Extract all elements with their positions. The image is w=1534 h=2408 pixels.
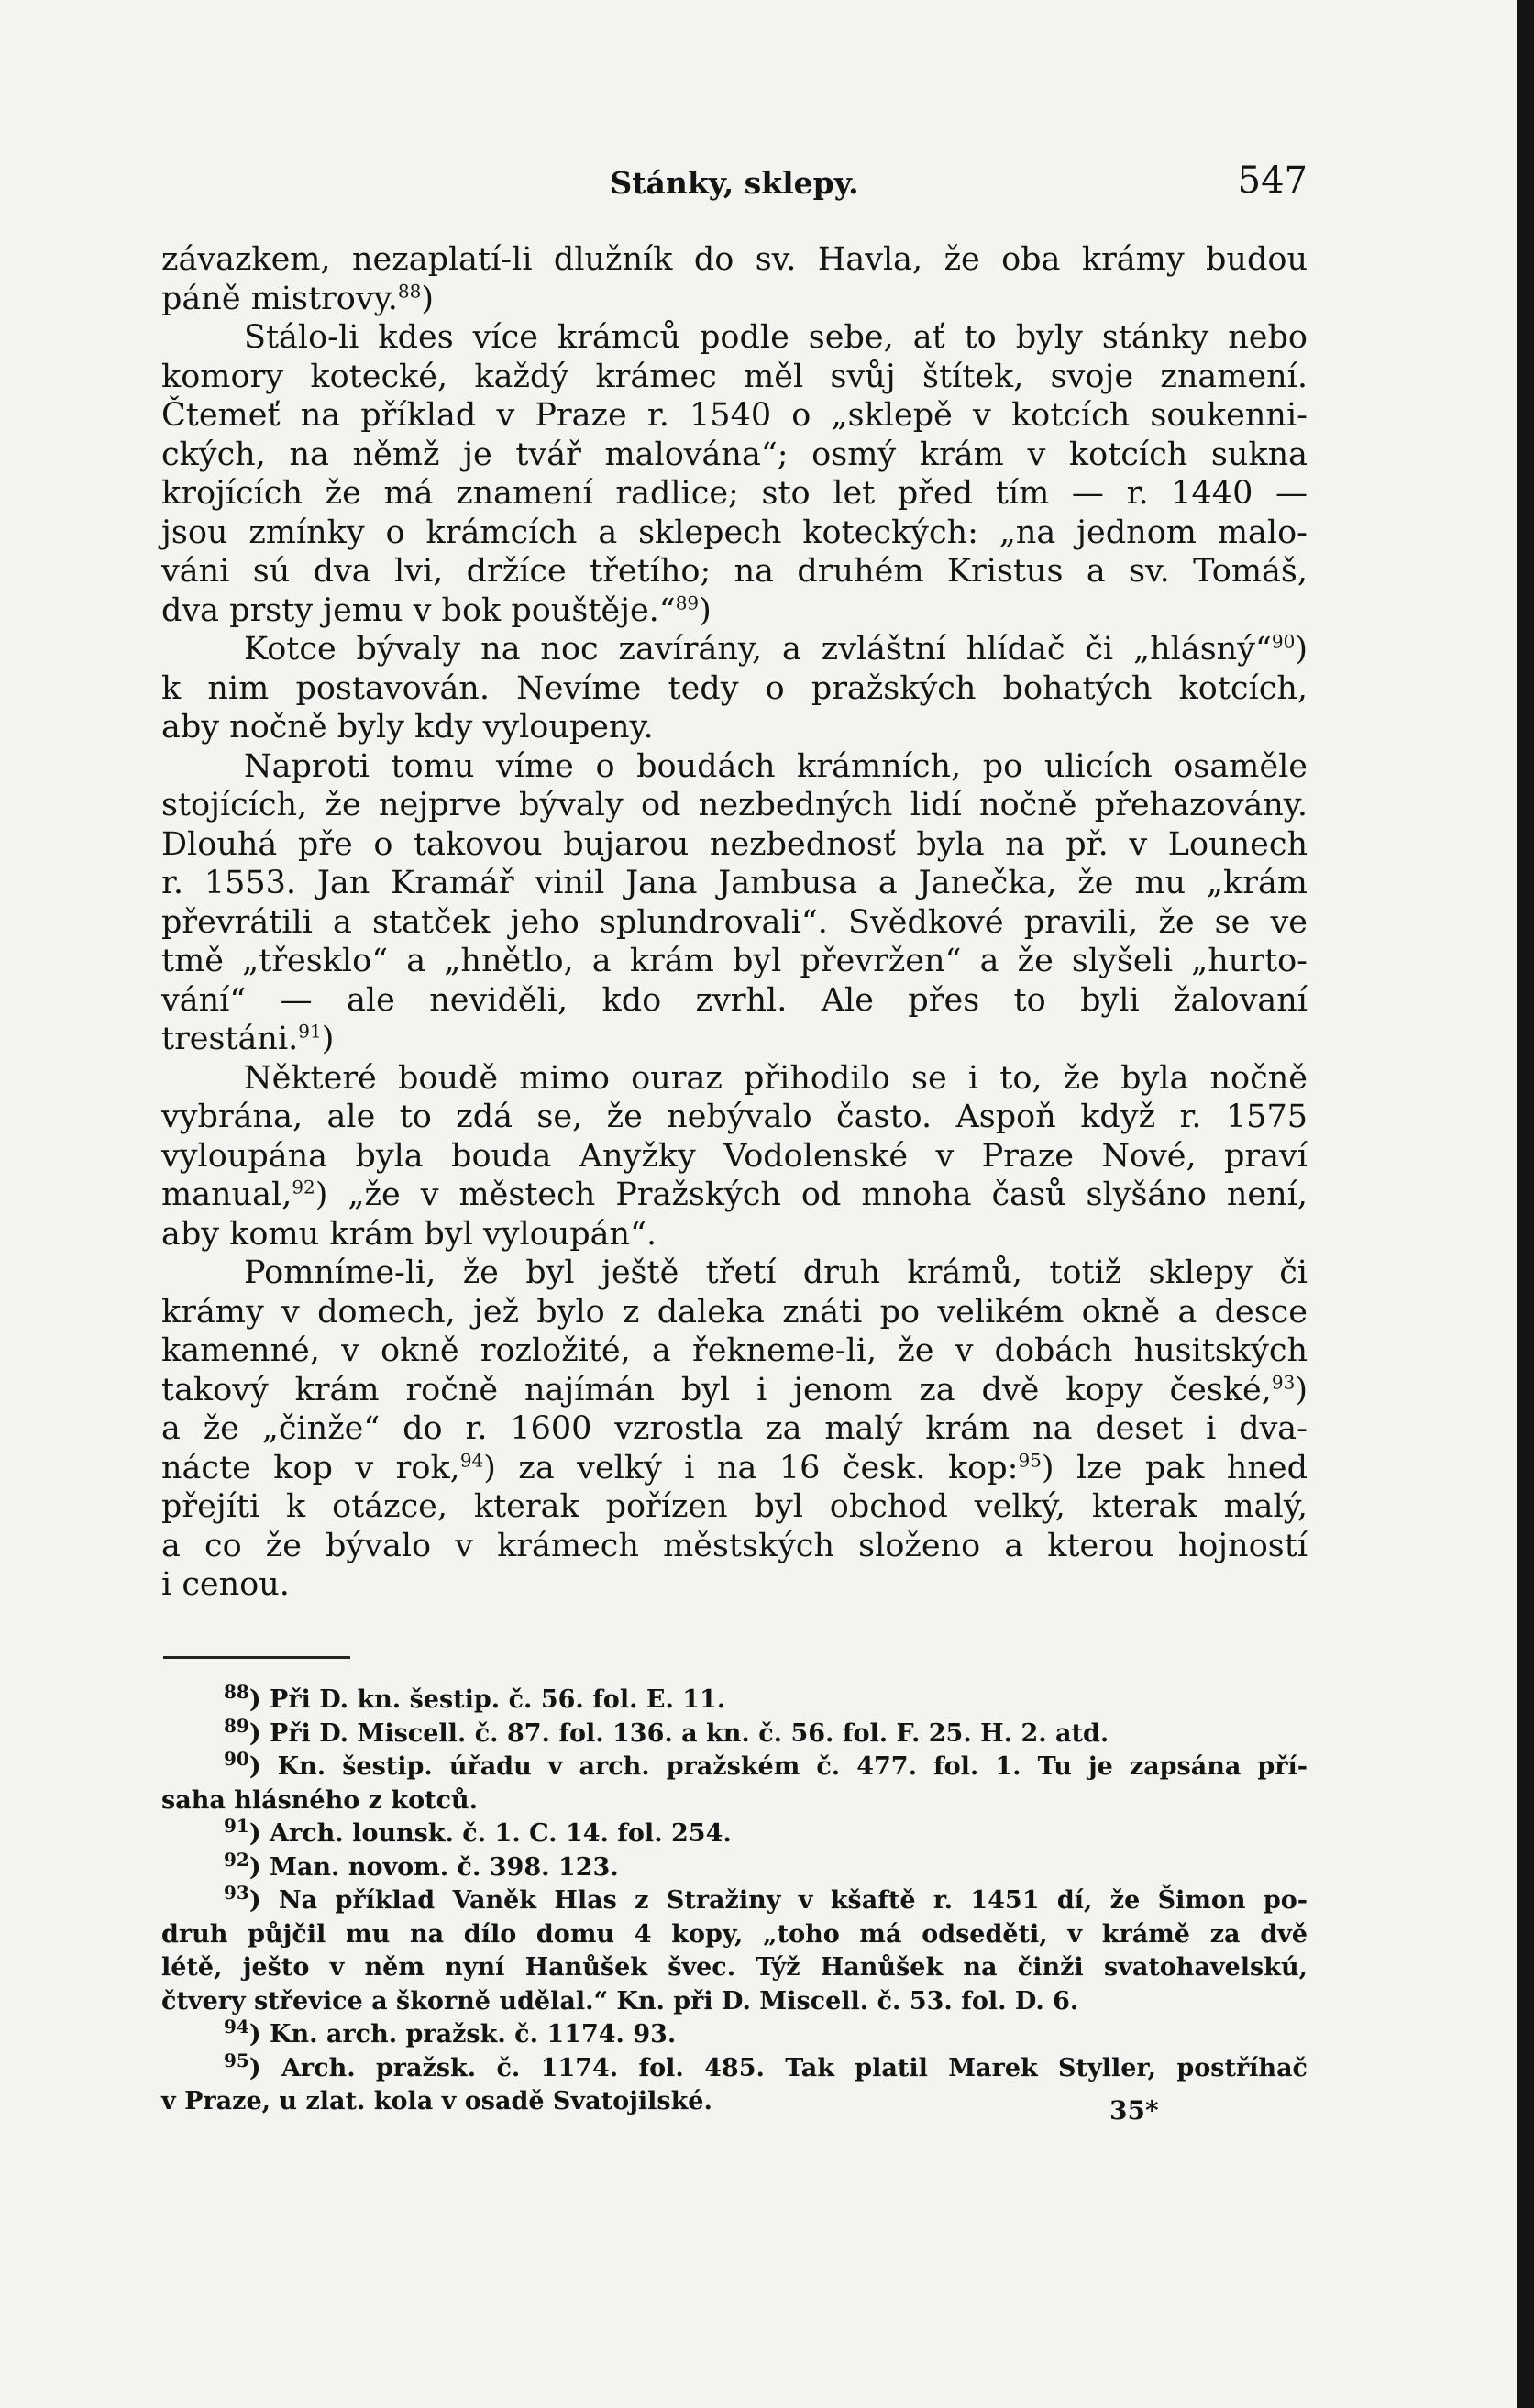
footnote-number: 89 [224, 1714, 249, 1737]
text-line [161, 1254, 1308, 1293]
line-text: ) za velký i na 16 česk. kop: [483, 1449, 1019, 1486]
line-text: váni sú dva lvi, držíce třetího; na druhém Kristus a sv. Tomáš, [161, 553, 1308, 590]
line-text: jsou zmínky o krámcích a sklepech koteckých: „na jednom malo- [161, 514, 1308, 551]
text-line [161, 591, 1308, 631]
running-title: Stánky, sklepy. [610, 165, 859, 201]
footnote-ref: 94 [459, 1448, 484, 1471]
footnote-text: ) Kn. arch. pražsk. č. 1174. 93. [248, 2020, 677, 2049]
line-text: komory kotecké, každý krámec měl svůj štítek, svoje znamení. [161, 358, 1308, 395]
text-line [161, 864, 1308, 903]
text-line [161, 318, 1308, 358]
footnote-line [161, 1985, 1308, 2019]
text-line [161, 280, 1308, 319]
line-text: páně mistrovy. [161, 280, 398, 317]
line-text: Čtemeť na příklad v Praze r. 1540 o „sklepě v kotcích soukenni- [161, 397, 1308, 434]
footnote-line [161, 1748, 1308, 1784]
line-text: takový krám ročně najímán byl i jenom za dvě kopy české, [161, 1371, 1272, 1408]
line-text: r. 1553. Jan Kramář vinil Jana Jambusa a Janečka, že mu „krám [161, 865, 1308, 901]
line-text: převrátili a statček jeho splundrovali“. Svědkové pravili, že se ve [161, 903, 1308, 941]
signature-mark: 35* [1109, 2095, 1159, 2126]
text-line [161, 552, 1308, 591]
line-text: vání“ — ale neviděli, kdo zvrhl. Ale přes to byli žalovaní [161, 981, 1308, 1019]
footnote-line [161, 1681, 1308, 1718]
line-text: vyloupána byla bouda Anyžky Vodolenské v Praze Nové, praví [161, 1137, 1308, 1175]
line-text: závazkem, nezaplatí-li dlužník do sv. Havla, že oba krámy budou [161, 241, 1308, 278]
footnote-line [161, 1714, 1308, 1751]
line-text: k nim postavován. Nevíme tedy o pražských bohatých kotcích, [161, 669, 1308, 707]
text-line [161, 1020, 1308, 1059]
text-line [161, 747, 1308, 787]
footnote-text: ) Arch. pražsk. č. 1174. fol. 485. Tak platil Marek Styller, postříhač [248, 2053, 1308, 2082]
page-number: 547 [1237, 160, 1308, 202]
footnote-number: 94 [224, 2016, 249, 2038]
line-text: Stálo-li kdes více krámců podle sebe, ať to byly stánky nebo [244, 319, 1308, 356]
line-text: nácte kop v rok, [161, 1449, 460, 1486]
line-text: tmě „třesklo“ a „hnětlo, a krám byl převržen“ a že slyšeli „hurto- [161, 943, 1308, 979]
line-text: ) lze pak hned [1041, 1449, 1308, 1486]
footnote-ref: 95 [1018, 1448, 1042, 1471]
footnote-number: 91 [224, 1815, 249, 1837]
line-text: manual, [161, 1176, 292, 1213]
text-line [161, 1409, 1308, 1449]
line-text: ) [321, 1021, 335, 1057]
footnote-text: létě, ješto v něm nyní Hanůšek švec. Týž Hanůšek na činži svatohavelskú, [161, 1953, 1308, 1982]
footnote-rule [163, 1656, 350, 1659]
footnote-line [161, 1784, 1308, 1818]
text-line [161, 1215, 1308, 1254]
text-line [161, 1293, 1308, 1332]
footnote-line [161, 1884, 1308, 1918]
line-text: krojících že má znamení radlice; sto let před tím — r. 1440 — [161, 475, 1308, 512]
footnote-ref: 88 [397, 279, 422, 302]
footnote-ref: 89 [675, 591, 700, 613]
footnote-text: ) Při D. kn. šestip. č. 56. fol. E. 11. [248, 1685, 726, 1714]
text-line [161, 1527, 1308, 1566]
footnote-line [161, 1848, 1308, 1885]
line-text: vybrána, ale to zdá se, že nebývalo často. Aspoň když r. 1575 [161, 1099, 1308, 1135]
line-text: aby komu krám byl vyloupán“. [161, 1215, 657, 1253]
text-line [161, 786, 1308, 825]
footnote-line [161, 1951, 1308, 1985]
text-line [161, 903, 1308, 943]
text-line [161, 669, 1308, 709]
footnote-text: čtvery střevice a škorně udělal.“ Kn. při D. Miscell. č. 53. fol. D. 6. [161, 1986, 1079, 2016]
footnote-text: ) Man. novom. č. 398. 123. [248, 1852, 619, 1882]
text-line [161, 240, 1308, 280]
line-text: krámy v domech, jež bylo z daleka znáti po velikém okně a desce [161, 1293, 1308, 1331]
footnote-number: 95 [224, 2049, 249, 2071]
footnote-number: 88 [224, 1681, 249, 1703]
text-line [161, 1371, 1308, 1410]
text-line [161, 514, 1308, 553]
footnote-line [161, 2049, 1308, 2086]
line-text: Naproti tomu víme o boudách krámních, po ulicích osaměle [244, 747, 1308, 785]
line-text: aby nočně byly kdy vyloupeny. [161, 709, 654, 746]
text-line [161, 1331, 1308, 1371]
running-header [161, 160, 1308, 205]
text-line [161, 825, 1308, 865]
line-text: trestáni. [161, 1021, 299, 1057]
line-text: a že „činže“ do r. 1600 vzrostla za malý krám na deset i dva- [161, 1410, 1308, 1447]
footnotes [161, 1681, 1308, 2119]
line-text: ) [1295, 631, 1308, 668]
line-text: stojících, že nejprve bývaly od nezbedných lidí nočně přehazovány. [161, 787, 1308, 823]
text-line [161, 396, 1308, 436]
text-line [161, 981, 1308, 1021]
footnote-ref: 93 [1271, 1370, 1296, 1393]
text-line [161, 1176, 1308, 1215]
line-text: Některé boudě mimo ouraz přihodilo se i to, že byla nočně [244, 1059, 1308, 1097]
line-text: kamenné, v okně rozložité, a řekneme-li, že v dobách husitských [161, 1332, 1308, 1369]
line-text: Dlouhá pře o takovou bujarou nezbednosť byla na př. v Lounech [161, 825, 1308, 863]
text-line [161, 1137, 1308, 1176]
line-text: Kotce bývaly na noc zavírány, a zvláštní hlídač či „hlásný“ [244, 631, 1272, 668]
main-text [161, 240, 1308, 1605]
footnote-text: ) Na příklad Vaněk Hlas z Stražiny v kšaftě r. 1451 dí, že Šimon po- [248, 1886, 1308, 1915]
footnote-line [161, 2018, 1308, 2052]
footnote-number: 93 [224, 1882, 249, 1904]
line-text: i cenou. [161, 1566, 290, 1603]
text-line [161, 436, 1308, 475]
text-line [161, 1449, 1308, 1488]
text-line [161, 358, 1308, 397]
footnote-text: ) Kn. šestip. úřadu v arch. pražském č. 477. fol. 1. Tu je zapsána pří- [248, 1752, 1308, 1781]
line-text: ) „že v městech Pražských od mnoha časů slyšáno není, [315, 1176, 1308, 1213]
line-text: ) [699, 591, 712, 629]
footnote-number: 90 [224, 1748, 249, 1770]
footnote-text: v Praze, u zlat. kola v osadě Svatojilské. [161, 2087, 712, 2115]
footnote-ref: 92 [292, 1176, 315, 1198]
footnote-text: ) Při D. Miscell. č. 87. fol. 136. a kn. č. 56. fol. F. 25. H. 2. atd. [248, 1718, 1109, 1748]
line-text: ) [421, 280, 434, 317]
footnote-number: 92 [224, 1848, 249, 1871]
line-text: přejíti k otázce, kterak pořízen byl obchod velký, kterak malý, [161, 1488, 1308, 1525]
footnote-line [161, 1817, 1308, 1851]
footnote-ref: 90 [1271, 630, 1296, 653]
line-text: a co že bývalo v krámech městských složeno a kterou hojností [161, 1527, 1308, 1564]
text-line [161, 630, 1308, 669]
footnote-ref: 91 [298, 1020, 322, 1043]
footnote-line [161, 1918, 1308, 1952]
text-line [161, 1565, 1308, 1605]
line-text: dva prsty jemu v bok pouštěje.“ [161, 591, 676, 629]
text-line [161, 942, 1308, 981]
text-line [161, 1098, 1308, 1137]
text-line [161, 474, 1308, 514]
line-text: Pomníme-li, že byl ještě třetí druh krámů, totiž sklepy či [244, 1254, 1308, 1291]
footnote-text: druh půjčil mu na dílo domu 4 kopy, „toho má odseděti, v krámě za dvě [161, 1919, 1308, 1949]
line-text: ) [1295, 1371, 1308, 1408]
text-line [161, 1487, 1308, 1527]
text-line [161, 1059, 1308, 1099]
line-text: ckých, na němž je tvář malována“; osmý krám v kotcích sukna [161, 436, 1308, 473]
footnote-text: saha hlásného z kotců. [161, 1785, 479, 1815]
text-line [161, 708, 1308, 747]
footnote-text: ) Arch. lounsk. č. 1. C. 14. fol. 254. [248, 1819, 732, 1848]
